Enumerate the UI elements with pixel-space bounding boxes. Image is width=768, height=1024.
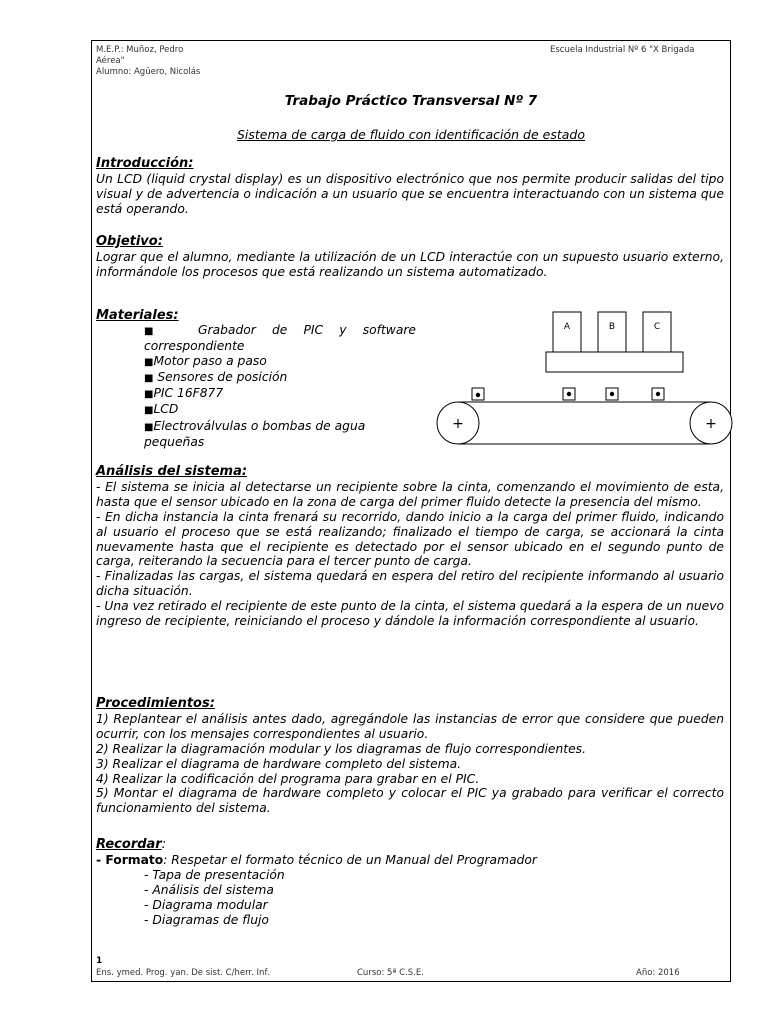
list-item-text: LCD — [153, 402, 179, 417]
header-school: Escuela Industrial Nº 6 "X Brigada — [550, 45, 695, 55]
list-item — [96, 402, 416, 418]
section-materiales — [96, 309, 416, 324]
section-heading: Análisis del sistema: — [96, 464, 248, 479]
bullet-icon: ■ — [144, 405, 154, 417]
section-introduccion — [96, 157, 724, 217]
section-objetivo — [96, 235, 724, 280]
list-item — [96, 370, 416, 386]
list-item — [96, 386, 416, 402]
bullet-icon: ■ — [144, 373, 154, 385]
list-item: - Tapa de presentación — [144, 867, 285, 882]
header-teacher: M.E.P.: Muñoz, Pedro — [96, 45, 184, 55]
list-item: 5) Montar el diagrama de hardware completo y colocar el PIC ya grabado para verificar el correcto funcionamiento del sistema. — [96, 786, 724, 816]
section-text: Lograr que el alumno, mediante la utilización de un LCD interactúe con un supuesto usuario externo, informándole los procesos que está realizando un sistema automatizado. — [96, 249, 724, 279]
page-subtitle: Sistema de carga de fluido con identificación de estado — [236, 127, 586, 142]
tank-a — [553, 312, 581, 352]
pulley-symbol: + — [705, 416, 717, 432]
page-title: Trabajo Práctico Transversal Nº 7 — [284, 93, 538, 109]
formato-line — [96, 853, 724, 868]
section-paragraph: - Una vez retirado el recipiente de este punto de la cinta, el sistema quedará a la espera de un nuevo ingreso de recipiente, reiniciando el proceso y dándole la información correspondiente al usuario. — [96, 599, 724, 629]
list-item: - Diagrama modular — [144, 897, 268, 912]
heading-colon: : — [161, 837, 167, 852]
footer-course: Curso: 5ª C.S.E. — [357, 968, 424, 978]
list-item: 1) Replantear el análisis antes dado, agregándole las instancias de error que considere que pueden ocurrir, con los mensajes correspondientes al usuario. — [96, 711, 724, 741]
page-number: 1 — [96, 956, 103, 966]
section-analisis — [96, 465, 724, 629]
header-student: Alumno: Agüero, Nicolás — [96, 67, 201, 77]
section-paragraph: - En dicha instancia la cinta frenará su recorrido, dando inicio a la carga del primer fluido, indicando al usuario el proceso que se está realizando; finalizado el tiempo de carga, se accionará la cinta nuevamente hasta que el recipiente es detectado por el sensor ubicado en el segundo punto de carga, reiterando la secuencia para el tercer punto de carga. — [96, 509, 724, 569]
section-procedimientos — [96, 697, 724, 816]
section-heading: Introducción: — [96, 156, 194, 171]
list-item — [96, 354, 416, 370]
header-left — [96, 45, 236, 78]
section-heading: Recordar — [96, 837, 162, 852]
list-item-text: Motor paso a paso — [153, 354, 267, 369]
tank-label: C — [653, 322, 661, 332]
tank-label: B — [608, 322, 616, 332]
section-recordar — [96, 838, 724, 927]
list-item-text: Sensores de posición — [157, 370, 288, 385]
formato-text: : Respetar el formato técnico de un Manual del Programador — [163, 852, 537, 867]
page-bottom-rule — [91, 981, 731, 982]
section-heading: Materiales: — [96, 308, 179, 323]
list-item: 2) Realizar la diagramación modular y los diagramas de flujo correspondientes. — [96, 741, 586, 756]
footer-subject: Ens. ymed. Prog. yan. De sist. C/herr. Inf. — [96, 968, 270, 978]
tank-support — [546, 352, 683, 372]
list-item — [96, 419, 416, 450]
section-paragraph: - El sistema se inicia al detectarse un recipiente sobre la cinta, comenzando el movimiento de esta, hasta que el sensor ubicado en la zona de carga del primer fluido detecte la presencia del mismo. — [96, 479, 724, 509]
conveyor-diagram — [436, 307, 736, 452]
section-heading: Objetivo: — [96, 234, 163, 249]
tank-b — [598, 312, 626, 352]
header-school-continuation: Aérea" — [96, 56, 125, 66]
footer-year: Año: 2016 — [636, 968, 680, 978]
section-paragraph: - Finalizadas las cargas, el sistema quedará en espera del retiro del recipiente informando al usuario dicha situación. — [96, 569, 724, 599]
bullet-icon: ■ — [144, 389, 154, 401]
list-item: - Diagramas de flujo — [144, 912, 269, 927]
conveyor-belt — [437, 402, 732, 444]
list-item: 3) Realizar el diagrama de hardware completo del sistema. — [96, 756, 462, 771]
bullet-icon: ■ — [144, 421, 154, 433]
recordar-heading-line — [96, 838, 724, 853]
section-text: Un LCD (liquid crystal display) es un dispositivo electrónico que nos permite producir salidas del tipo visual y de advertencia o indicación a un usuario que se encuentra interactuando con un sistema que está operando. — [96, 171, 724, 216]
materials-list — [96, 323, 416, 450]
position-sensors — [472, 388, 664, 400]
list-item-text: Grabador de PIC y software correspondiente — [144, 323, 416, 354]
list-item-text: Electroválvulas o bombas de agua pequeñas — [144, 418, 366, 449]
bullet-icon: ■ — [144, 357, 154, 369]
pulley-symbol: + — [452, 416, 464, 432]
formato-label: - Formato — [96, 852, 164, 867]
list-item: - Análisis del sistema — [144, 882, 274, 897]
list-item: 4) Realizar la codificación del programa para grabar en el PIC. — [96, 771, 480, 786]
tank-c — [643, 312, 671, 352]
tank-label: A — [563, 322, 571, 332]
bullet-icon: ■ — [144, 326, 166, 337]
list-item-text: PIC 16F877 — [153, 386, 224, 401]
section-heading: Procedimientos: — [96, 696, 215, 711]
list-item — [96, 323, 416, 354]
